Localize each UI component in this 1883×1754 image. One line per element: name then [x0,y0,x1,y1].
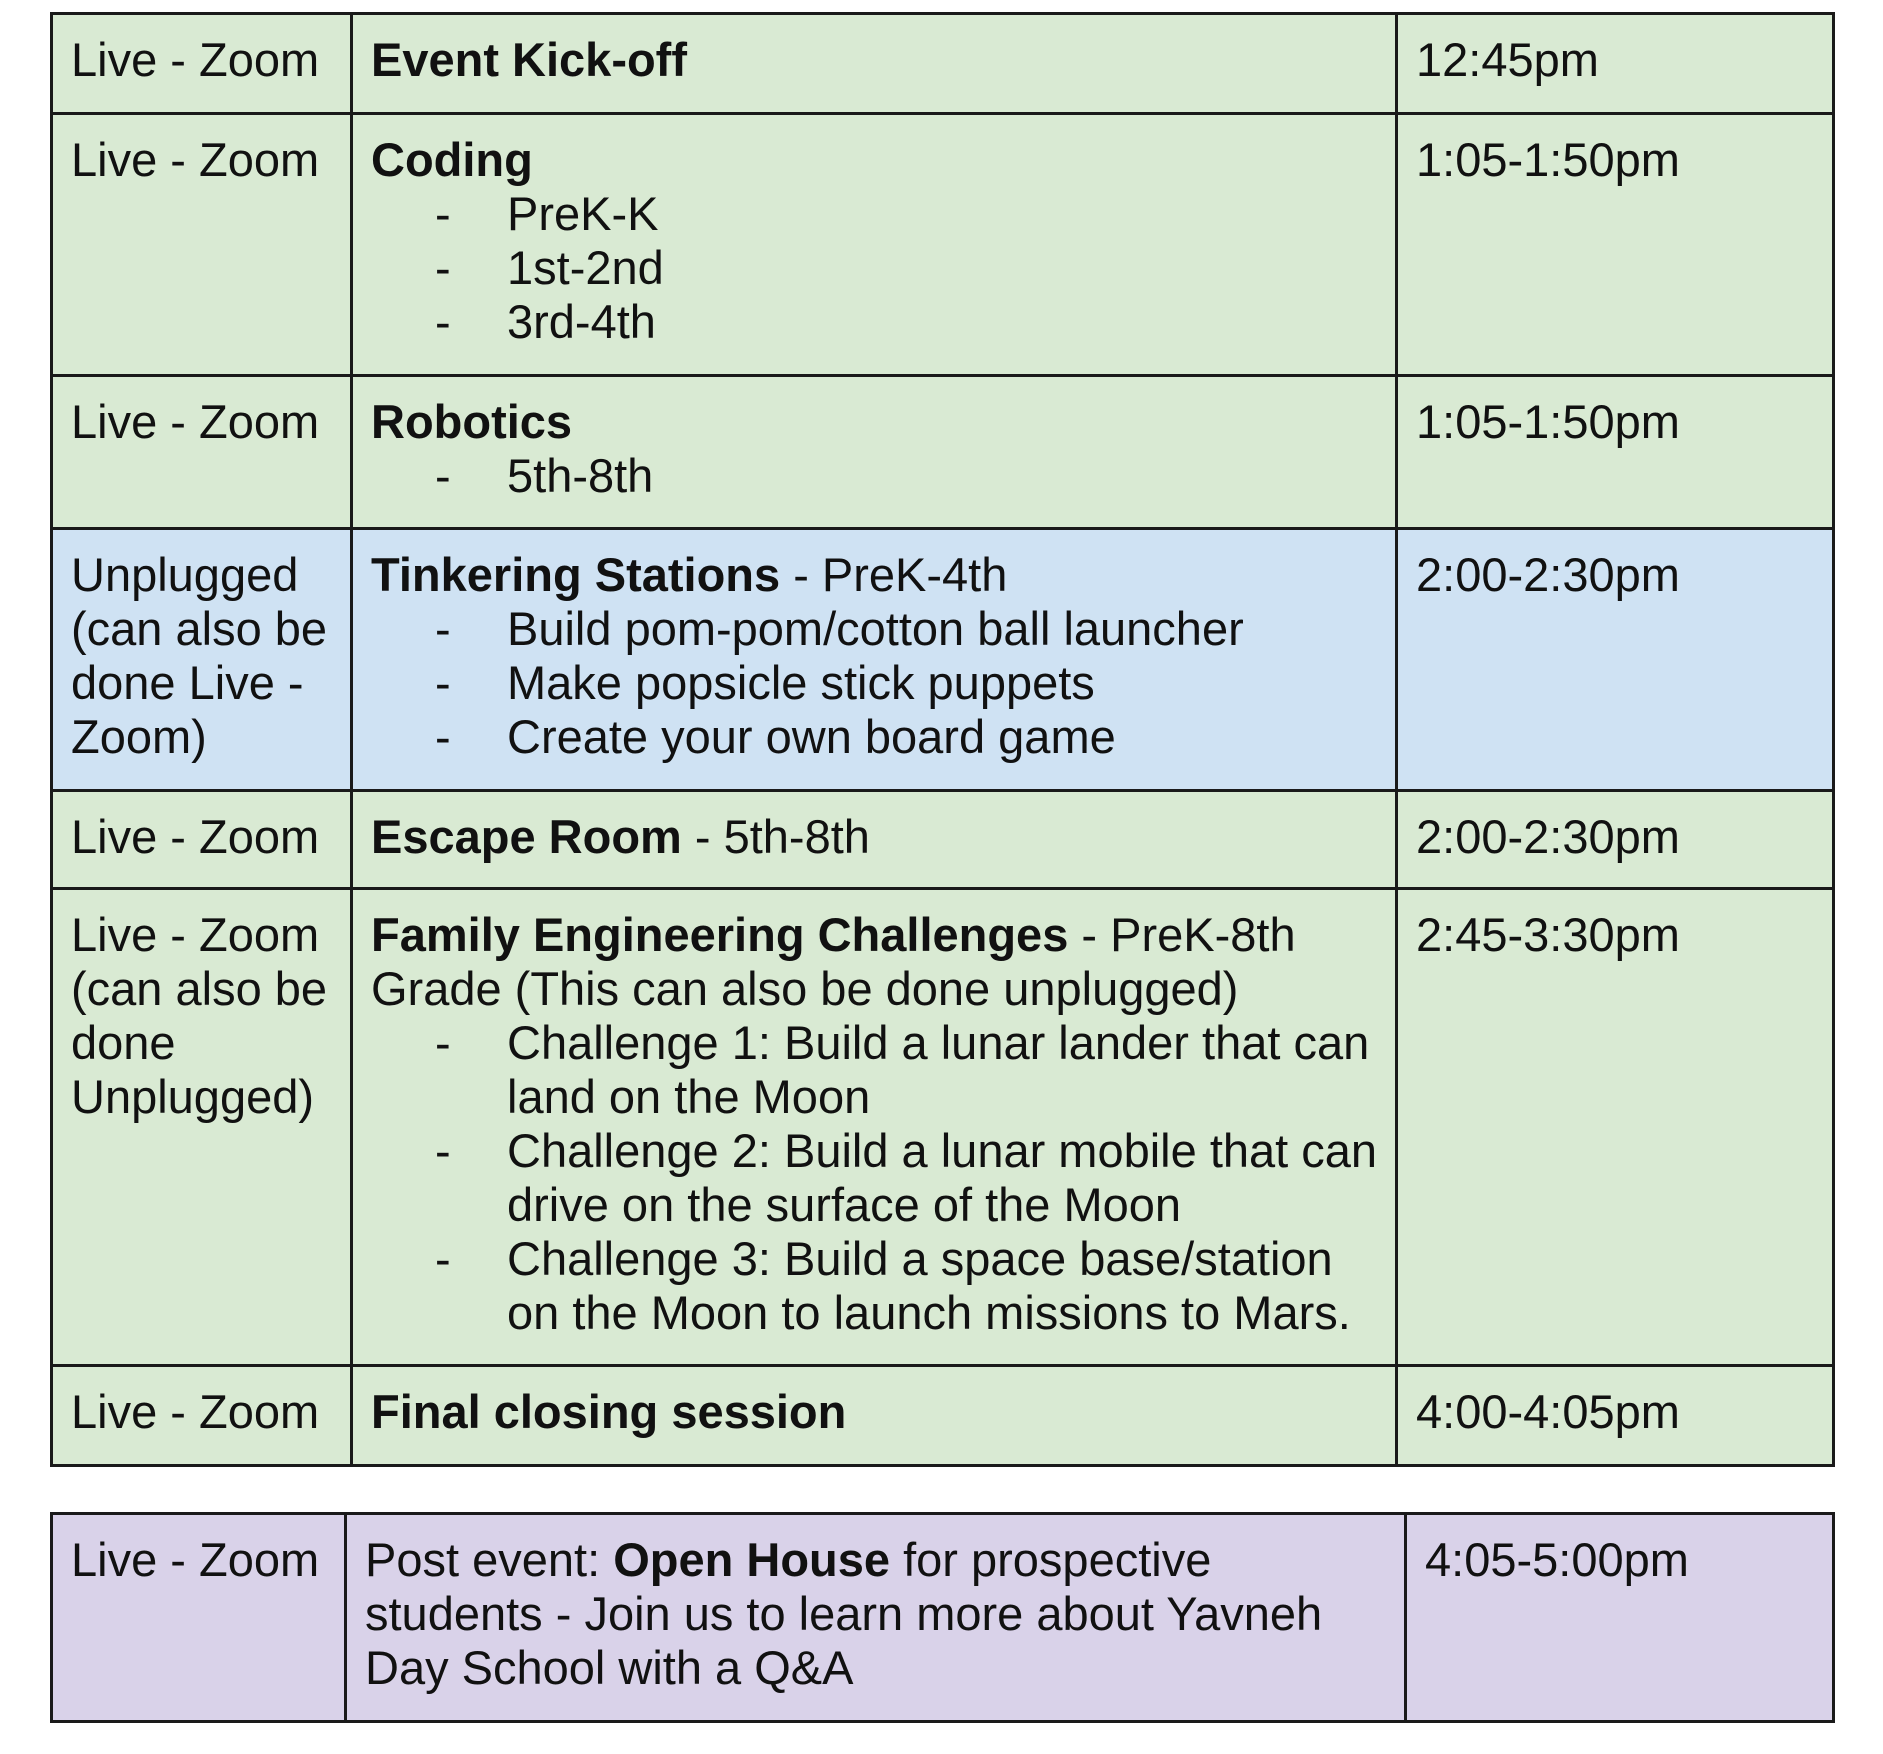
schedule-row [52,376,1834,529]
activity-cell [352,889,1397,1366]
mode-cell: Live - Zoom [52,1366,352,1466]
list-item: - Build pom-pom/cotton ball launcher [435,602,1244,655]
schedule-row [52,529,1834,791]
list-item: - Create your own board game [435,710,1116,763]
activity-list [371,449,1379,503]
activity-cell [352,114,1397,376]
activity-cell [352,1366,1397,1466]
mode-cell: Live - Zoom [52,114,352,376]
activity-cell [352,529,1397,791]
activity-title: Final closing session [371,1385,847,1438]
mode-cell: Live - Zoom [52,376,352,529]
list-item: - Challenge 2: Build a lunar mobile that can drive on the surface of the Moon [435,1124,1378,1231]
post-event-table [50,1512,1835,1723]
post-event-prefix: Post event: [365,1533,614,1586]
schedule-row [52,791,1834,889]
activity-cell [346,1514,1406,1722]
activity-title: Event Kick-off [371,33,687,86]
time-cell: 12:45pm [1397,14,1834,114]
time-cell: 1:05-1:50pm [1397,114,1834,376]
mode-cell: Live - Zoom (can also be done Unplugged) [52,889,352,1366]
activity-grade: - PreK-4th [780,548,1008,601]
time-cell: 4:05-5:00pm [1406,1514,1834,1722]
post-event-description: for prospective students - Join us to learn more about Yavneh Day School with a Q&A [365,1533,1323,1694]
time-cell: 2:00-2:30pm [1397,529,1834,791]
time-cell: 1:05-1:50pm [1397,376,1834,529]
schedule-table [50,12,1835,1467]
list-item: - Make popsicle stick puppets [435,656,1095,709]
activity-title: Open House [613,1533,891,1586]
activity-cell [352,14,1397,114]
activity-cell [352,376,1397,529]
activity-title: Coding [371,133,533,186]
schedule-row [52,114,1834,376]
list-item: - 3rd-4th [435,295,656,348]
activity-list [371,602,1379,764]
schedule-row [52,14,1834,114]
schedule-row [52,889,1834,1366]
activity-list [371,1016,1379,1340]
schedule-row [52,1366,1834,1466]
activity-grade: - 5th-8th [681,810,870,863]
time-cell: 4:00-4:05pm [1397,1366,1834,1466]
activity-title: Robotics [371,395,573,448]
post-event-row [52,1514,1834,1722]
list-item: - PreK-K [435,187,659,240]
list-item: - 5th-8th [435,449,654,502]
activity-title: Escape Room [371,810,682,863]
activity-title: Family Engineering Challenges [371,908,1069,961]
activity-list [371,187,1379,349]
mode-cell: Live - Zoom [52,1514,346,1722]
mode-cell: Live - Zoom [52,791,352,889]
mode-cell: Live - Zoom [52,14,352,114]
time-cell: 2:45-3:30pm [1397,889,1834,1366]
time-cell: 2:00-2:30pm [1397,791,1834,889]
activity-cell [352,791,1397,889]
activity-title: Tinkering Stations [371,548,781,601]
list-item: - 1st-2nd [435,241,664,294]
activity-grade: - PreK-8th Grade (This can also be done unplugged) [371,908,1296,1015]
list-item: - Challenge 1: Build a lunar lander that can land on the Moon [435,1016,1370,1123]
list-item: - Challenge 3: Build a space base/station on the Moon to launch missions to Mars. [435,1232,1351,1339]
mode-cell: Unplugged (can also be done Live - Zoom) [52,529,352,791]
